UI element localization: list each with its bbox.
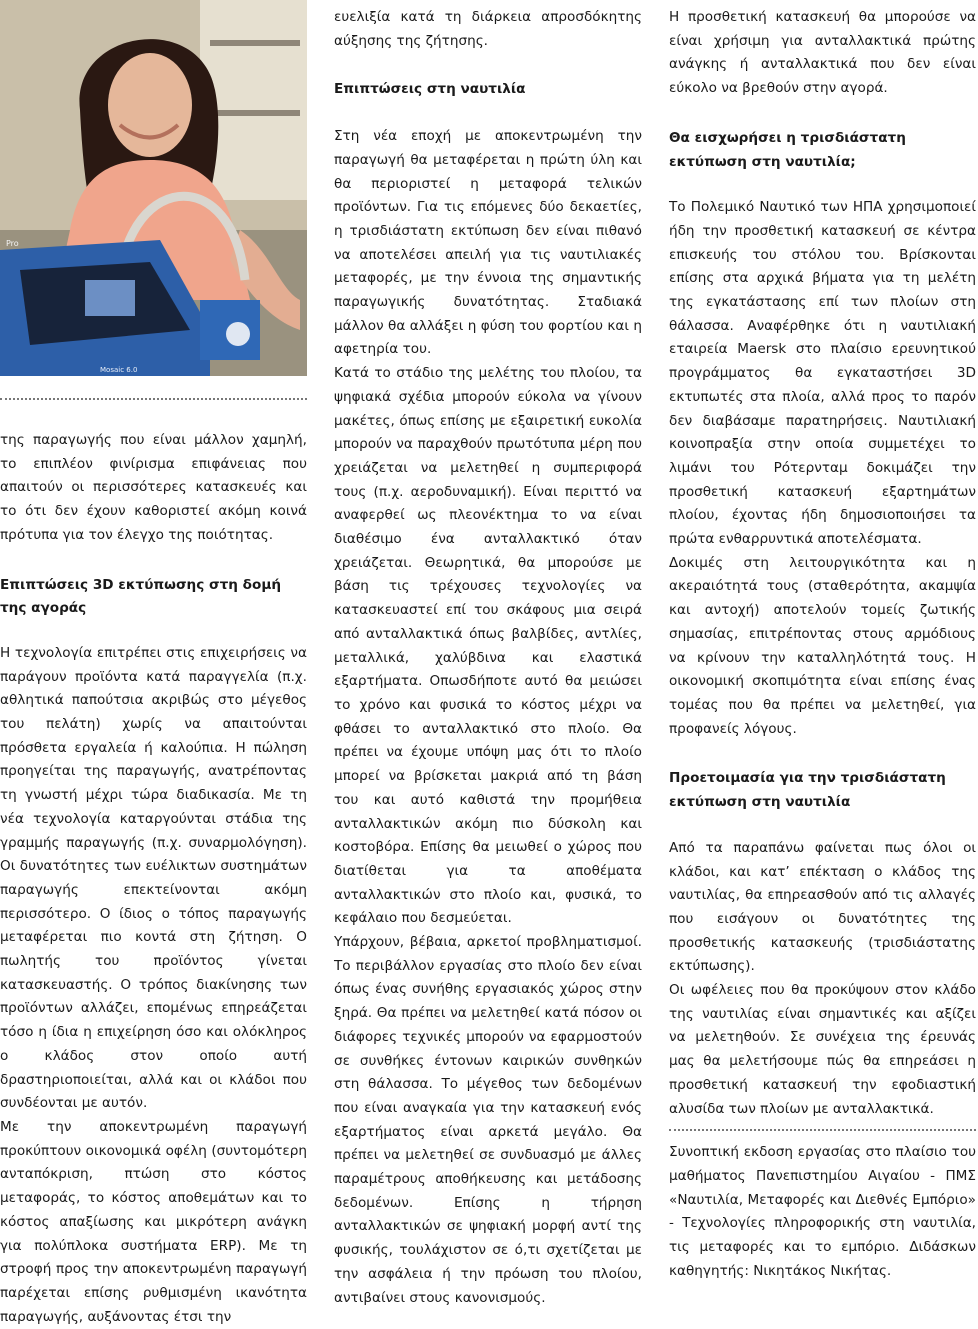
col3-paragraph-2: Το Πολεμικό Ναυτικό των ΗΠΑ χρησιμοποιεί ήδη την προσθετική κατασκευή σε κέντρα επισκευής του στόλου του. Βρίσκονται επίσης στα αρχικά βήματα για τη μελέτη της εγκατάστασης επί των πλοίων στη θάλασσα. Αναφέρθηκε ότι η ναυτιλιακή εταιρεία Maersk στο πλαίσιο ερευνητικού προγράμματος θα εγκαταστήσει 3D εκτυπωτές στα πλοία, αλλά προς το παρόν δεν διαβάσαμε παρατηρήσεις. Ναυτιλιακή κοινοπραξία στην οποία συμμετέχει το λιμάνι του Ρότερνταμ δοκιμάζει την προσθετική κατασκευή εξαρτημάτων πλοίου, έχοντας ήδη δημοσιοποιήσει τα πρώτα ενθαρρυντικά αποτελέσματα.	[669, 199, 976, 548]
col3-paragraph-3: Δοκιμές στη λειτουργικότητα και η ακεραιότητά τους (σταθερότητα, ακαμψία και αντοχή) αποτελούν τομείς ζωτικής σημασίας, επιτρέποντας στους αρμόδιους να κρίνουν την καταλληλότητά τους. Η οικονομική σκοπιμότητα είναι επίσης ένας τομέας που θα πρέπει να μελετηθεί, για προφανείς λόγους.	[669, 554, 976, 737]
printer-brand-label: Pro	[6, 239, 19, 248]
col3-author-note: Συνοπτική εκδοση εργασίας στο πλαίσιο του μαθήματος Πανεπιστημίου Αιγαίου - ΠΜΣ «Ναυτιλία, Μεταφορές και Διεθνές Εμπόριο» - Τεχνολογίες πληροφορικής στη ναυτιλία, τις μεταφορές και το εμπόριο. Διδάσκων καθηγητής: Νικητάκος Νικήτας.	[669, 1144, 976, 1279]
column-3	[669, 6, 976, 1283]
column-2	[334, 6, 642, 1310]
col2-paragraph-3: Κατά το στάδιο της μελέτης του πλοίου, τα ψηφιακά σχέδια μπορούν εύκολα να γίνουν μακέτες, όπως επίσης με εξαιρετική ευκολία μπορούν να παραχθούν πρωτότυπα μέρη που χρειάζεται να μελετηθεί η συμπεριφορά τους (π.χ. αεροδυναμική). Είναι περιττό να αναφερθεί ως πλεονέκτημα το να είναι διαθέσιμο ένα ανταλλακτικό όταν χρειάζεται. Θεωρητικά, θα μπορούσε με βάση τις τρέχουσες τεχνολογίες να κατασκευαστεί επί του σκάφους μια σειρά από ανταλλακτικά όπως βαλβίδες, αντλίες, μεταλλικά, χαλύβδινα και ελαστικά εξαρτήματα. Οπωσδήποτε αυτό θα μειώσει το χρόνο και φυσικά το κόστος μέχρι να φθάσει το ανταλλακτικό στο πλοίο. Θα πρέπει να έχουμε υπόψη μας ότι το πλοίο μπορεί να βρίσκεται μακριά από τη βάση του και αυτό καθιστά την προμήθεια ανταλλακτικών ακόμη πιο δύσκολη και κοστοβόρα. Επίσης θα μειωθεί ο χώρος που διατίθεται για τα αποθέματα ανταλλακτικών στο πλοίο και, φυσικά, το κεφάλαιο που δεσμεύεται.	[334, 365, 642, 927]
col1-heading-market-structure: Επιπτώσεις 3D εκτύπωσης στη δομή της αγοράς	[0, 576, 282, 617]
col3-paragraph-5: Οι ωφέλειες που θα προκύψουν στον κλάδο της ναυτιλίας είναι σημαντικές και αξίζει να μελετηθούν. Σε συνέχεια της έρευνάς μας θα μελετήσουμε πώς θα επηρεάσει η προσθετική κατασκευή την εφοδιαστική αλυσίδα των πλοίων με ανταλλακτικά.	[669, 982, 976, 1117]
col3-heading-preparation: Προετοιμασία για την τρισδιάστατη εκτύπωση στη ναυτιλία	[669, 770, 946, 811]
col2-paragraph-2: Στη νέα εποχή με αποκεντρωμένη την παραγωγή θα μεταφέρεται η πρώτη ύλη και θα περιοριστεί η μεταφορά τελικών προϊόντων. Για τις επόμενες δύο δεκαετίες, η τρισδιάστατη εκτύπωση δεν είναι πιθανό να αποτελέσει απειλή για τις ναυτιλιακές μεταφορές, με την έννοια της σημαντικής παραγωγικής δυνατότητας. Σταδιακά μάλλον θα αλλάξει η φύση του φορτίου και η αφετηρία του.	[334, 128, 642, 358]
col1-paragraph-3: Με την αποκεντρωμένη παραγωγή προκύπτουν οικονομικά οφέλη (συντομότερη ανταπόκριση, πτώση στο κόστος μεταφοράς, το κόστος αποθεμάτων και το κόστος απαξίωσης και μικρότερη ανάγκη για πολύπλοκα συστήματα ERP). Με τη στροφή προς την αποκεντρωμένη παραγωγή παρέχεται επίσης ρυθμισμένη ικανότητα παραγωγής, αυξάνοντας έτσι την	[0, 1118, 307, 1325]
col3-heading-will-3d-enter-shipping: Θα εισχωρήσει η τρισδιάστατη εκτύπωση στη ναυτιλία;	[669, 129, 906, 170]
dotted-divider	[669, 1129, 976, 1131]
col1-paragraph-2: Η τεχνολογία επιτρέπει στις επιχειρήσεις να παράγουν προϊόντα κατά παραγγελία (π.χ. αθλητικά παπούτσια ακριβώς στο μέγεθος του πελάτη) χωρίς να απαιτούνται πρόσθετα εργαλεία ή καλούπια. Η πώληση προηγείται της παραγωγής, ανατρέποντας τη γνωστή μέχρι τώρα διαδικασία. Με τη νέα τεχνολογία καταργούνται στάδια της γραμμής παραγωγής (π.χ. συναρμολόγηση). Οι δυνατότητες των ευέλικτων συστημάτων παραγωγής επεκτείνονται ακόμη περισσότερο. Ο ίδιος ο τόπος παραγωγής μεταφέρεται πιο κοντά στη ζήτηση. Ο πωλητής του προϊόντος γίνεται κατασκευαστής. Ο τρόπος διακίνησης των προϊόντων αλλάζει, επομένως επηρεάζεται τόσο η ίδια η επιχείρηση όσο και ολόκληρος ο κλάδος στον οποίο αυτή δραστηριοποιείται, αλλά και οι κλάδοι που συνδέονται με αυτόν.	[0, 644, 307, 1112]
article-photo	[0, 0, 307, 376]
col2-paragraph-4: Υπάρχουν, βέβαια, αρκετοί προβληματισμοί. Το περιβάλλον εργασίας στο πλοίο δεν είναι όπως ένας συνήθης εργασιακός χώρος στην ξηρά. Θα πρέπει να μελετηθεί κατά πόσον οι διάφορες τεχνικές μπορούν να εφαρμοστούν σε συνθήκες έντονων καιρικών συνθηκών στη θάλασσα. Το μέγεθος των δεδομένων που είναι αναγκαία για την κατασκευή ενός εξαρτήματος είναι αρκετά μεγάλο. Θα πρέπει να μελετηθεί σε συνδυασμό με άλλες παραμέτρους αποθήκευσης και μετάδοσης δεδομένων. Επίσης η τήρηση ανταλλακτικών σε ψηφιακή μορφή αντί της φυσικής, τουλάχιστον σε ό,τι σχετίζεται με την ασφάλεια ή την πρόωση του πλοίου, αντιβαίνει στους κανονισμούς.	[334, 934, 642, 1306]
photo-illustration	[0, 0, 307, 376]
col1-paragraph-1: της παραγωγής που είναι μάλλον χαμηλή, το επιπλέον φινίρισμα επιφάνειας που απαιτούν οι περισσότερες κατασκευές και το ότι δεν έχουν καθοριστεί ακόμη κοινά πρότυπα για τον έλεγχο της ποιότητας.	[0, 432, 307, 543]
col3-paragraph-4: Από τα παραπάνω φαίνεται πως όλοι οι κλάδοι, και κατ’ επέκταση ο κλάδος της ναυτιλίας, θα επηρεασθούν από τις αλλαγές που εισάγουν οι δυνατότητες της προσθετικής κατασκευής (τρισδιάστατης εκτύπωσης).	[669, 839, 976, 975]
col3-paragraph-1: Η προσθετική κατασκευή θα μπορούσε να είναι χρήσιμη για ανταλλακτικά πρώτης ανάγκης ή ανταλλακτικά που δεν είναι εύκολο να βρεθούν στην αγορά.	[669, 9, 976, 97]
dotted-divider	[0, 398, 307, 400]
col2-heading-shipping-impact: Επιπτώσεις στη ναυτιλία	[334, 81, 526, 98]
column-1	[0, 398, 307, 1329]
printer-model-label: Mosaic 6.0	[100, 366, 138, 374]
col2-paragraph-1: ευελιξία κατά τη διάρκεια απροσδόκητης αύξησης της ζήτησης.	[334, 9, 642, 49]
